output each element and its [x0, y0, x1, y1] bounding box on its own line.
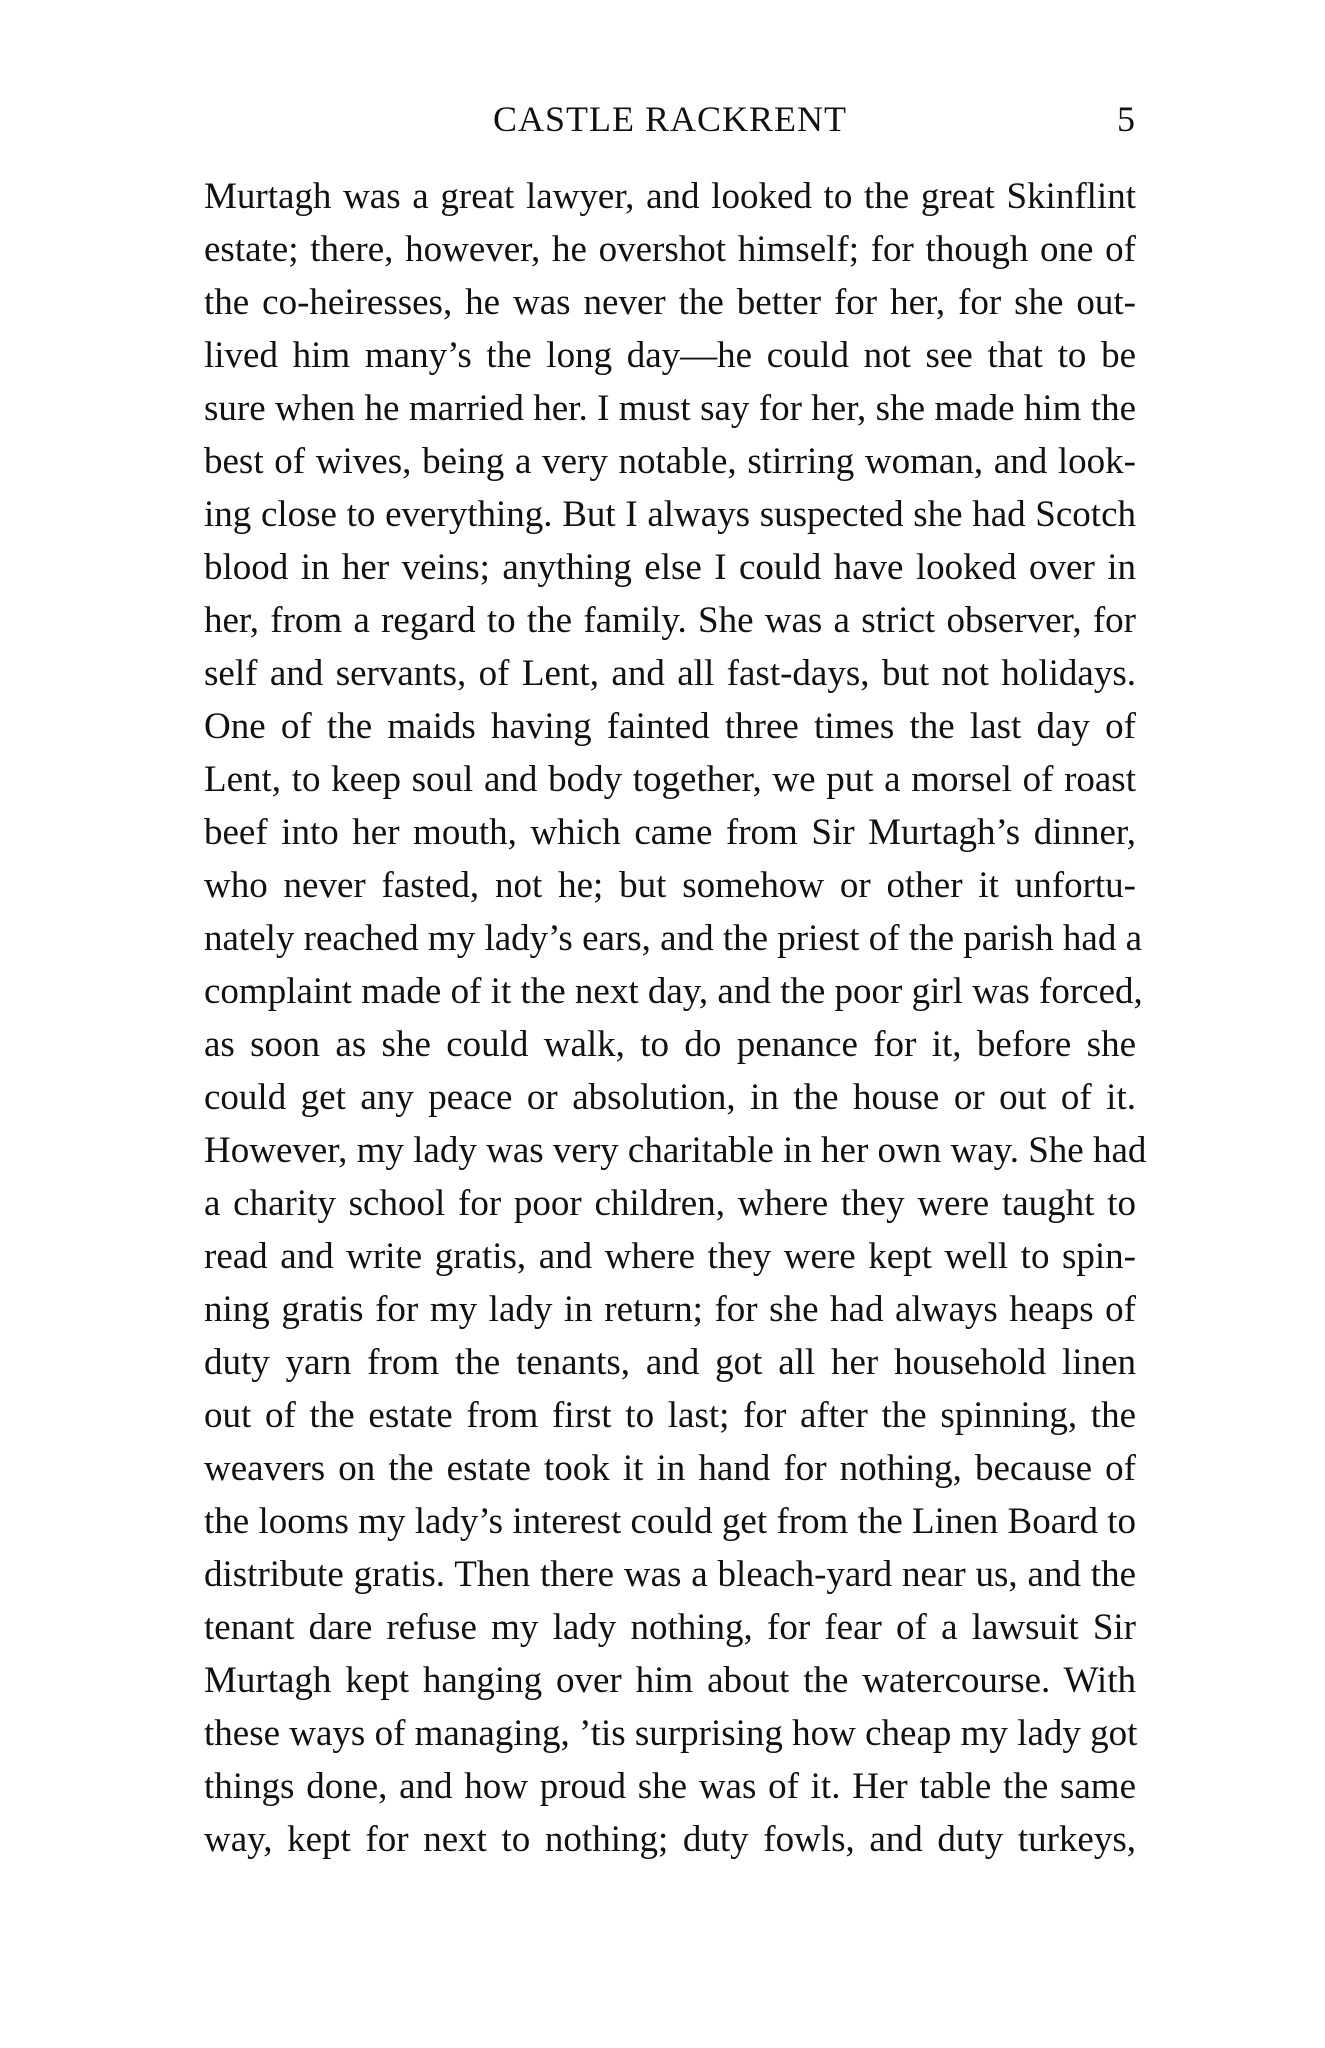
text-line: However, my lady was very charitable in her own way. She had [204, 1130, 1147, 1171]
text-line: self and servants, of Lent, and all fast-days, but not holidays. [204, 653, 1136, 694]
text-line: blood in her veins; anything else I could have looked over in [204, 547, 1136, 588]
text-line: distribute gratis. Then there was a bleach-yard near us, and the [204, 1554, 1136, 1595]
running-head [204, 98, 1136, 148]
text-line: a charity school for poor children, where they were taught to [204, 1183, 1136, 1224]
text-line: read and write gratis, and where they were kept well to spin- [204, 1236, 1136, 1277]
text-line: could get any peace or absolution, in the house or out of it. [204, 1077, 1136, 1118]
text-line: her, from a regard to the family. She was a strict observer, for [204, 600, 1136, 641]
running-title: CASTLE RACKRENT [492, 99, 847, 139]
text-line: out of the estate from first to last; for after the spinning, the [204, 1395, 1136, 1436]
text-line: way, kept for next to nothing; duty fowls, and duty turkeys, [204, 1819, 1136, 1860]
text-line: Murtagh kept hanging over him about the watercourse. With [204, 1660, 1136, 1701]
text-line: as soon as she could walk, to do penance for it, before she [204, 1024, 1136, 1065]
page-number: 5 [1117, 99, 1136, 139]
text-line: weavers on the estate took it in hand for nothing, because of [204, 1448, 1136, 1489]
text-line: ing close to everything. But I always suspected she had Scotch [204, 494, 1136, 535]
text-line: lived him many’s the long day—he could not see that to be [204, 335, 1136, 376]
text-line: who never fasted, not he; but somehow or other it unfortu- [204, 865, 1136, 906]
text-line: Murtagh was a great lawyer, and looked to the great Skinflint [204, 176, 1136, 217]
text-line: One of the maids having fainted three times the last day of [204, 706, 1136, 747]
text-line: ning gratis for my lady in return; for she had always heaps of [204, 1289, 1136, 1330]
text-line: beef into her mouth, which came from Sir Murtagh’s dinner, [204, 812, 1136, 853]
text-line: duty yarn from the tenants, and got all her household linen [204, 1342, 1136, 1383]
text-line: estate; there, however, he overshot himself; for though one of [204, 229, 1136, 270]
text-line: best of wives, being a very notable, stirring woman, and look- [204, 441, 1136, 482]
text-line: things done, and how proud she was of it. Her table the same [204, 1766, 1136, 1807]
text-line: sure when he married her. I must say for her, she made him the [204, 388, 1136, 429]
text-line: nately reached my lady’s ears, and the priest of the parish had a [204, 918, 1143, 959]
text-line: the co-heiresses, he was never the better for her, for she out- [204, 282, 1136, 323]
body-text [204, 170, 1147, 1866]
text-line: the looms my lady’s interest could get from the Linen Board to [204, 1501, 1137, 1542]
text-line: complaint made of it the next day, and the poor girl was forced, [204, 971, 1143, 1012]
text-line: tenant dare refuse my lady nothing, for fear of a lawsuit Sir [204, 1607, 1136, 1648]
text-line: Lent, to keep soul and body together, we put a morsel of roast [204, 759, 1136, 800]
text-line: these ways of managing, ’tis surprising how cheap my lady got [204, 1713, 1138, 1754]
